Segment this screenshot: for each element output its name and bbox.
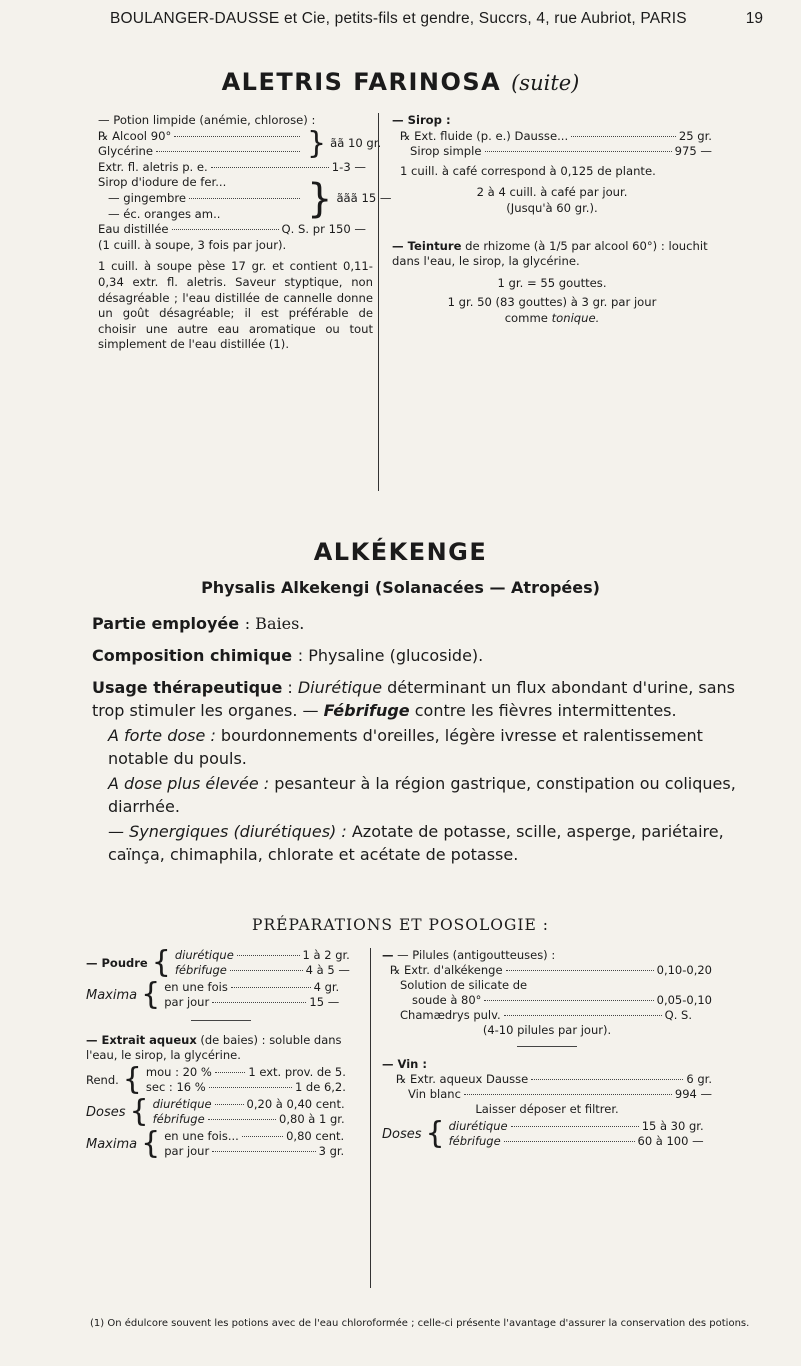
column-divider [378, 113, 379, 491]
usage-text2: contre les fièvres intermittentes. [409, 701, 677, 720]
maxima-group [86, 977, 356, 1012]
partie-employee [92, 612, 752, 635]
vin-febrifuge-label: fébrifuge [448, 1134, 501, 1148]
doses-label: Doses [86, 1104, 126, 1120]
maxima-fois-label: en une fois [164, 980, 228, 994]
maxima2-group [86, 1126, 356, 1161]
forte-dose-paragraph [92, 724, 752, 770]
poudre-diuretique-label: diurétique [174, 948, 234, 962]
brace-icon: { [141, 1126, 161, 1161]
ext-fluide-value: 25 gr. [678, 128, 712, 143]
rend-label: Rend. [86, 1072, 119, 1087]
page-number: 19 [745, 10, 763, 27]
extrait-text: (de baies) : soluble dans l'eau, le sirop, la glycérine. [86, 1033, 342, 1062]
poudre-febrifuge-value: 4 à 5 — [305, 963, 350, 977]
mou-label: mou : 20 % [145, 1065, 212, 1079]
maxima2-jour-label: par jour [164, 1144, 210, 1158]
eau-value: Q. S. pr 150 — [281, 222, 366, 237]
extrait-heading: — Extrait aqueux [86, 1033, 197, 1047]
running-head [0, 10, 801, 34]
brace-icon: } [307, 175, 333, 222]
alcool-glycerine-value: ãã 10 gr. [330, 136, 382, 151]
extr-alkekenge-label: ℞ Extr. d'alkékenge [390, 963, 503, 977]
maxima-jour-label: par jour [164, 995, 210, 1009]
potion-heading: — Potion limpide (anémie, chlorose) : [98, 113, 316, 127]
doses-diuretique-value: 0,20 à 0,40 cent. [246, 1097, 345, 1111]
preparations-title: PRÉPARATIONS ET POSOLOGIE : [252, 916, 549, 934]
separator [517, 1046, 577, 1047]
aletris-title-suffix: (suite) [511, 71, 580, 95]
teinture-text: de rhizome (à 1/5 par alcool 60°) : louchit dans l'eau, le sirop, la glycérine. [392, 238, 708, 269]
vin-diuretique-label: diurétique [448, 1119, 508, 1133]
sec-label: sec : 16 % [145, 1080, 206, 1094]
maxima2-fois-label: en une fois... [164, 1129, 239, 1143]
sirop-iodure-label: Sirop d'iodure de fer... [98, 175, 227, 190]
extrait-block [86, 1033, 356, 1063]
footnote: (1) On édulcore souvent les potions avec de l'eau chloroformée ; celle-ci présente l'avantage d'assurer la conservation des potions. [90, 1318, 750, 1329]
brace-icon: { [122, 1062, 142, 1097]
usage-diuretique: Diurétique [297, 678, 383, 697]
composition-value: : Physaline (glucoside). [297, 646, 484, 665]
laisser-deposer: Laisser déposer et filtrer. [475, 1102, 619, 1116]
doses-diuretique-label: diurétique [152, 1097, 212, 1111]
maxima-jour-value: 15 — [309, 995, 340, 1009]
sirop-simple-label: Sirop simple [410, 144, 482, 159]
vin-heading: — Vin : [382, 1057, 427, 1071]
ec-oranges-label: — éc. oranges am.. [108, 206, 221, 221]
partie-label: Partie employée [92, 614, 240, 633]
maxima2-jour-value: 3 gr. [318, 1144, 345, 1158]
sirop-group [98, 175, 392, 222]
dose-elevee-label: A dose plus élevée : [108, 774, 270, 793]
vin-doses-group [382, 1116, 712, 1151]
chamaedrys-label: Chamædrys pulv. [400, 1008, 501, 1022]
vin-diuretique-value: 15 à 30 gr. [641, 1119, 704, 1133]
brace-icon: { [129, 1094, 149, 1129]
section-title-aletris [0, 68, 801, 96]
gouttes-equivalence: 1 gr. = 55 gouttes. [497, 275, 607, 290]
jusqua-note: (Jusqu'à 60 gr.). [506, 200, 598, 215]
sirop-group-value: ããã 15 — [336, 190, 392, 205]
column-divider [370, 948, 371, 1288]
aletris-potion-column [98, 113, 392, 353]
composition-chimique [92, 644, 752, 667]
chamaedrys-value: Q. S. [664, 1008, 692, 1022]
alkekenge-subtitle: Physalis Alkekengi (Solanacées — Atropées) [201, 578, 600, 597]
cuill-cafe-note: 1 cuill. à café correspond à 0,125 de plante. [400, 163, 656, 178]
preparations-left-column [86, 945, 356, 1161]
usage-text1: déterminant un flux abondant d'urine, sans trop stimuler les organes. — [92, 678, 736, 720]
poudre-febrifuge-label: fébrifuge [174, 963, 227, 977]
poudre-group [86, 945, 356, 980]
vin-blanc-label: Vin blanc [408, 1087, 461, 1101]
doses-group [86, 1094, 356, 1129]
comme-tonique [392, 311, 712, 327]
comme-word: comme [504, 310, 548, 325]
alkekenge-title: ALKÉKENGE [313, 538, 488, 566]
synergiques-label: — Synergiques (diurétiques) : [108, 822, 347, 841]
pilules-dose: (4-10 pilules par jour). [482, 1023, 612, 1037]
usage-febrifuge: Fébrifuge [323, 701, 410, 720]
extrait-value: 1-3 — [331, 159, 366, 174]
maxima-label: Maxima [86, 987, 138, 1003]
gouttes-dose: 1 gr. 50 (83 gouttes) à 3 gr. par jour [447, 295, 657, 310]
aletris-title: ALETRIS FARINOSA [221, 68, 502, 96]
posologie: 2 à 4 cuill. à café par jour. [476, 185, 628, 200]
alcool-label: ℞ Alcool 90° [98, 128, 172, 143]
pilules-heading: — — Pilules (antigoutteuses) : [382, 948, 556, 962]
aletris-sirop-column [392, 113, 712, 327]
usage-therapeutique [92, 676, 752, 722]
brace-icon: } [307, 126, 327, 162]
extr-alkekenge-value: 0,10-0,20 [656, 963, 712, 977]
sirop-heading: — Sirop : [392, 113, 451, 127]
dose-elevee-text: pesanteur à la région gastrique, constipation ou coliques, diarrhée. [108, 774, 736, 816]
brace-icon: { [425, 1116, 445, 1151]
glycerine-label: Glycérine [98, 144, 154, 159]
extr-aqueux-value: 6 gr. [686, 1072, 712, 1086]
solution-label: Solution de silicate de [400, 978, 528, 992]
ext-fluide-label: ℞ Ext. fluide (p. e.) Dausse... [400, 128, 569, 143]
vin-doses-label: Doses [382, 1126, 422, 1142]
maxima2-label: Maxima [86, 1136, 138, 1152]
soude-value: 0,05-0,10 [656, 993, 712, 1007]
dose-note: (1 cuill. à soupe, 3 fois par jour). [98, 237, 287, 252]
forte-dose-label: A forte dose : [108, 726, 216, 745]
extrait-label: Extr. fl. aletris p. e. [98, 159, 208, 174]
forte-dose-text: bourdonnements d'oreilles, légère ivresse et ralentissement notable du pouls. [108, 726, 703, 768]
vin-febrifuge-value: 60 à 100 — [637, 1134, 704, 1148]
eau-label: Eau distillée [98, 222, 169, 237]
brace-icon: { [151, 945, 171, 980]
doses-febrifuge-label: fébrifuge [152, 1112, 205, 1126]
teinture-block [392, 239, 712, 270]
teinture-heading: — Teinture [392, 238, 462, 253]
separator [191, 1020, 251, 1021]
poudre-diuretique-value: 1 à 2 gr. [302, 948, 350, 962]
dose-elevee-paragraph [92, 772, 752, 818]
sec-value: 1 de 6,2. [294, 1080, 346, 1094]
tonique-word: tonique. [551, 310, 600, 325]
usage-colon: : [282, 678, 298, 697]
maxima-fois-value: 4 gr. [313, 980, 340, 994]
sirop-simple-value: 975 — [674, 144, 712, 159]
doses-febrifuge-value: 0,80 à 1 gr. [279, 1112, 345, 1126]
pilules-heading-text: — Pilules (antigoutteuses) : [397, 948, 556, 962]
soude-label: soude à 80° [412, 993, 482, 1007]
extr-aqueux-label: ℞ Extr. aqueux Dausse [396, 1072, 529, 1086]
partie-value: : Baies. [244, 614, 305, 633]
synergiques-text: Azotate de potasse, scille, asperge, pariétaire, caïnça, chimaphila, chlorate et acétate de potasse. [108, 822, 724, 864]
potion-paragraph: 1 cuill. à soupe pèse 17 gr. et contient 0,11-0,34 extr. fl. aletris. Saveur styptique, non désagréable ; l'eau distillée de cannelle donne un goût désagréable; il est préférable de choisir une autre eau aromatique ou tout simplement de l'eau distillée (1). [98, 259, 373, 352]
alcool-glycerine-group [98, 126, 382, 162]
poudre-label: — Poudre [86, 955, 148, 970]
usage-label: Usage thérapeutique [92, 678, 283, 697]
gingembre-label: — gingembre [108, 190, 186, 205]
mou-value: 1 ext. prov. de 5. [248, 1065, 346, 1079]
brace-icon: { [141, 977, 161, 1012]
maxima2-fois-value: 0,80 cent. [286, 1129, 345, 1143]
alkekenge-body [92, 612, 752, 866]
synergiques-paragraph [92, 820, 752, 866]
composition-label: Composition chimique [92, 646, 293, 665]
publisher-line: BOULANGER-DAUSSE et Cie, petits-fils et gendre, Succrs, 4, rue Aubriot, PARIS [110, 10, 687, 27]
preparations-right-column [382, 948, 712, 1149]
rend-group [86, 1062, 356, 1097]
vin-blanc-value: 994 — [674, 1087, 712, 1101]
